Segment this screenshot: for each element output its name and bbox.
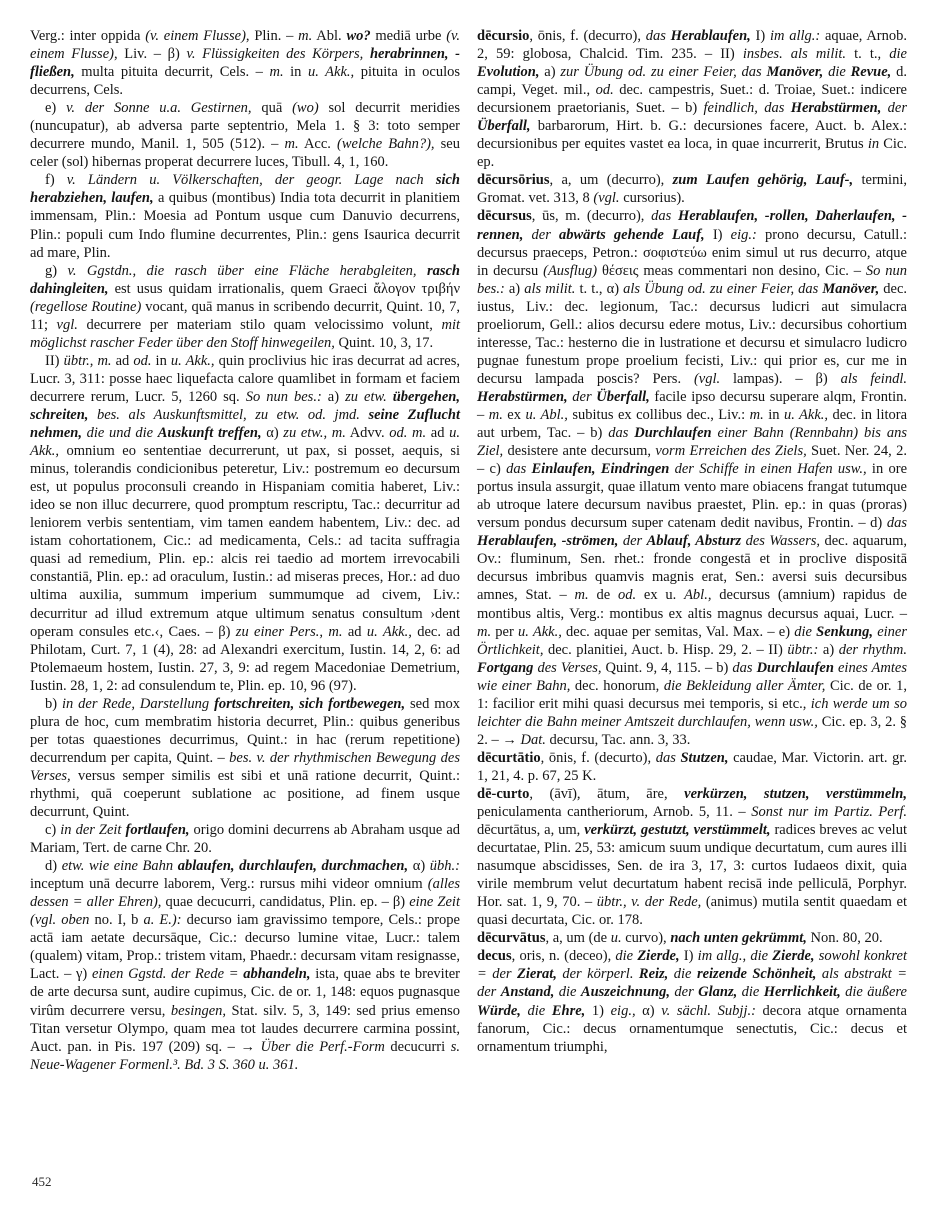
entry-decurtatio: dēcurtātio, ōnis, f. (decurto), das Stutzen, caudae, Mar. Victorin. art. gr. 1, 21, 4. p. 67, 25 K. bbox=[477, 749, 907, 784]
continuation-decurro: Verg.: inter oppida (v. einem Flusse), Plin. – m. Abl. wo? mediā urbe (v. einem Flusse), Liv. – β) v. Flüssigkeiten des Körpers, herabrinnen, -fließen, multa pituita decurrit, Cels. – m. in u. Akk., pituita in oculos decurrens, Cels. bbox=[30, 28, 461, 99]
section-b: b) in der Rede, Darstellung fortschreiten, sich fortbewegen, sed mox plura de hoc, cum membratim historia decurret, Plin.: quibus generibus per totas quaestiones decurrimus, Quint.: in hac (rerum repetitione) decurrendum per capita, Quint. – bes. v. der rhythmischen Bewegung des Verses, versus semper similis est sibi et unā ratione decurrit, Quint.: rhythmi, quā coeperunt sublatione ac positione, ad finem usque decurrunt, Quint. bbox=[30, 695, 461, 821]
section-II: II) übtr., m. ad od. in u. Akk., quin proclivius hic iras decurrat ad acres, Lucr. 3, 311: posse haec liquefacta calore quamlibet in formam et faciem decurrere rerum, Lucr. 5, 1260 sq. So nun bes.: a) zu etw. übergehen, schreiten, bes. als Auskunftsmittel, zu etw. od. jmd. seine Zuflucht nehmen, die und die Auskunft treffen, α) zu etw., m. Advv. od. m. ad u. Akk., omnium eo sententiae decurrerunt, ut pax, si posset, aequis, si minus, tolerandis condicionibus peteretur, Liv.: postremum eo decursum est, ut populus proconsuli creando in Hispaniam comitia haberet, Liv.: ideo se non illuc decurrere, quod promptum rescriptu, Tac.: decurritur ad leniorem verbis sententiam, vim tamen eandem habentem, Liv.: dec. ad istam cohortationem, Cic.: ad medicamenta, Cels.: ad tacita suffragia quasi ad remedium, Plin. ep.: alcis rei taedio ad mortem irrevocabili constantiā, Plin. ep.: ad oraculum, Iustin.: ad miseras preces, Hor.: ad duo ultima auxilia, summum imperium summumque ad civem, Liv.: decurritur ad illud extremum atque ultimum senatus consultum ›dent operam consules etc.‹, Caes. – β) zu einer Pers., m. ad u. Akk., dec. ad Philotam, Curt. 7, 1 (4), 28: ad Alexandri exercitum, Iustin. 14, 2, 6: ad Ptolemaeum hostem, Iustin. 27, 3, 9: ad regem Macedoniae Demetrium, Iustin. 28, 1, 2: ad consulendum te, Plin. ep. 10, 96 (97). bbox=[30, 352, 460, 694]
entry-decus: decus, oris, n. (deceo), die Zierde, I) im allg., die Zierde, sowohl konkret = der Zierat, der körperl. Reiz, die reizende Schönheit, als abstrakt = der Anstand, die Auszeichnung, der Glanz, die Herrlichkeit, die äußere Würde, die Ehre, 1) eig., α) v. sächl. Subjj.: decora atque ornamenta fanorum, Cic.: decus ornamentumque senectutis, Cic.: decus et ornamentum triumphi, bbox=[477, 948, 907, 1055]
section-g: g) v. Ggstdn., die rasch über eine Fläche herabgleiten, rasch dahingleiten, est usus quidam irrationalis, quem Graeci ἄλογον τριβήν (regellose Routine) vocant, quā manus in scribendo decurrit, Quint. 10, 7, 11; vgl. decurrere per materiam stilo quam velocissimo volunt, mit möglichst rascher Feder über den Stoff hinwegeilen, Quint. 10, 3, 17. bbox=[30, 262, 460, 351]
section-f: f) v. Ländern u. Völkerschaften, der geogr. Lage nach sich herabziehen, laufen, a quibus (montibus) India tota decurrit in planitiem immensam, Plin.: Moesia ad Pontum usque cum Danuvio decurrens, Plin.: populi cum Indo flumine decurrentes, Plin.: gens Isaurica decurrit ad mare, Plin. bbox=[30, 172, 460, 261]
page-number: 452 bbox=[32, 1174, 52, 1189]
section-d: d) etw. wie eine Bahn ablaufen, durchlaufen, durchmachen, α) übh.: inceptum unā decurre laborem, Verg.: rursus mihi videor omnium (alles dessen = aller Ehren), quae decucurri, candidatus, Plin. ep. – β) eine Zeit (vgl. oben no. I, b a. E.): decurso iam gravissimo tempore, Cels.: prope actā iam aetate decursāque, Cic.: decurso lumine vitae, Lucr.: talem (qualem) vitam, Prop.: tristem vitam, Phaedr.: decursam vitam resignasse, Lact. – γ) einen Ggstd. der Rede = abhandeln, ista, quae abs te breviter de arte decursa sunt, audire cupimus, Cic. de or. 1, 148: equos pugnasque virûm decurrere versu, besingen, Stat. silv. 5, 3, 149: sed prius emenso Titan versetur Olympo, quam mea tot laudes decurrere carmina possint, Auct. pan. in Pis. 197 (209) sq. – → Über die Perf.-Form decucurri s. Neue-Wagener Formenl.³. Bd. 3 S. 360 u. 361. bbox=[30, 858, 461, 1073]
entry-decursus: dēcursus, ūs, m. (decurro), das Herablaufen, -rollen, Daherlaufen, -rennen, der abwärts gehende Lauf, I) eig.: prono decursu, Catull.: decursus praeceps, Petron.: σοφιστεύω enim simul ut rus decurro, atque in decursu (Ausflug) θέσεις meas commentari non desino, Cic. – So nun bes.: a) als milit. t. t., α) als Übung od. zu einer Feier, das Manöver, dec. iustus, Liv.: dec. legionum, Tac.: decursus ludicri aut simulacra proeliorum, Gell.: alios decursu edere motus, Liv.: decursibus cohortium interesse, Tac.: hesterno die in lustratione et decursu et simulacro ludicro pugnae funestum prope proelium fecisti, Liv.: qui prior es, cur me in decursu lampada poscis? Pers. (vgl. lampas). – β) als feindl. Herabstürmen, der Überfall, facile ipso decursu superare alqm, Frontin. – m. ex u. Abl., subitus ex collibus dec., Liv.: m. in u. Akk., dec. in litora aut urbem, Tac. – b) das Durchlaufen einer Bahn (Rennbahn) bis ans Ziel, desistere ante decursum, vorm Erreichen des Ziels, Suet. Ner. 24, 2. – c) das Einlaufen, Eindringen der Schiffe in einen Hafen usw., in ore portus insula assurgit, quae illatum vento mare obiacens frangat tutumque ab utroque latere decursum navibus praestet, Plin. ep.: in quas (proras) versum pondus decursum super catenam dedit navibus, Frontin. – d) das Herablaufen, -strömen, der Ablauf, Absturz des Wassers, dec. aquarum, Ov.: fluminum, Sen. rhet.: fronde congestā et in proclive dispositā decursus imbribus quamvis magnis erat, Sen.: aversi suis decursibus amnes, Stat. – m. de od. ex u. Abl., decursus (amnium) rapidus de montibus altis, Verg.: montibus ex altis magnus decursus aquai, Lucr. – m. per u. Akk., dec. aquae per semitas, Val. Max. – e) die Senkung, einer Örtlichkeit, dec. planitiei, Auct. b. Hisp. 29, 2. – II) übtr.: a) der rhythm. Fortgang des Verses, Quint. 9, 4, 115. – b) das Durchlaufen eines Amtes wie einer Bahn, dec. honorum, die Bekleidung aller Ämter, Cic. de or. 1, 1: facilior erit mihi quasi decursus mei temporis, si etc., ich werde um so leichter die Bahn meiner Amtszeit durchlaufen, wenn usw., Cic. ep. 3, 2. § 2. – → Dat. decursu, Tac. ann. 3, 33. bbox=[477, 208, 908, 748]
dictionary-column-right bbox=[477, 27, 907, 1056]
section-c: c) in der Zeit fortlaufen, origo domini decurrens ab Abraham usque ad Mariam, Tert. de carne Chr. 20. bbox=[30, 822, 461, 857]
entry-decurto: dē-curto, (āvī), ātum, āre, verkürzen, stutzen, verstümmeln, peniculamenta cantheriorum, Arnob. 5, 11. – Sonst nur im Partiz. Perf. dēcurtātus, a, um, verkürzt, gestutzt, verstümmelt, radices breves ac velut decurtatae, Plin. 25, 53: amicum suum undique decurtatum, cum aures illi nasumque abscidisses, Sen. de ira 3, 17, 3: curtos Iudaeos dixit, quia virile membrum velut decurtatum habent recisā inde pelliculā, Porphyr. Hor. sat. 1, 9, 70. – übtr., v. der Rede, (animus) mutila sentit quaedam et quasi decurtata, Cic. or. 178. bbox=[477, 785, 908, 929]
section-e: e) v. der Sonne u.a. Gestirnen, quā (wo) sol decurrit meridies (nuncupatur), ab adversa parte septentrio, Mela 1. § 3: toto semper decurrere mundo, Manil. 1, 505 (512). – m. Acc. (welche Bahn?), seu celer (sol) hibernas properat decurrere luces, Tibull. 4, 1, 160. bbox=[30, 100, 461, 171]
entry-decursio: dēcursio, ōnis, f. (decurro), das Herablaufen, I) im allg.: aquae, Arnob. 2, 59: globosa, Chalcid. Tim. 235. – II) insbes. als milit. t. t., die Evolution, a) zur Übung od. zu einer Feier, das Manöver, die Revue, d. campi, Veget. mil., od. dec. campestris, Suet.: d. Troiae, Suet.: indicere decursionem praetorianis, Suet. – b) feindlich, das Herabstürmen, der Überfall, barbarorum, Hirt. b. G.: decursiones facere, Auct. b. Alex.: decursionibus per equites vastet ea loca, in quae incurrerit, Brutus in Cic. ep. bbox=[477, 28, 908, 171]
dictionary-column-left bbox=[30, 27, 460, 1074]
entry-decursorius: dēcursōrius, a, um (decurro), zum Laufen gehörig, Lauf-, termini, Gromat. vet. 313, 8 (vgl. cursorius). bbox=[477, 172, 907, 207]
entry-decurvatus: dēcurvātus, a, um (de u. curvo), nach unten gekrümmt, Non. 80, 20. bbox=[477, 930, 883, 947]
